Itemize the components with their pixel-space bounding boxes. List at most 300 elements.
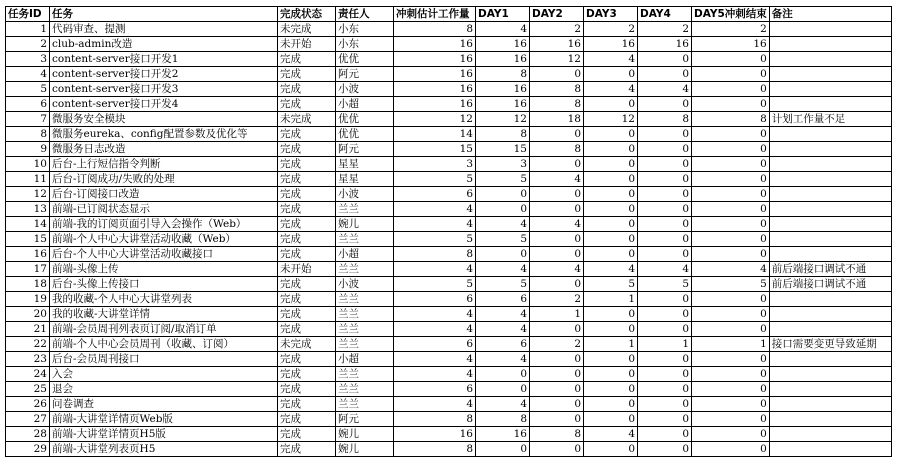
cell-task-id[interactable]: 27: [6, 412, 50, 427]
cell-task-id[interactable]: 25: [6, 382, 50, 397]
cell-task[interactable]: 前端-大讲堂详情页Web版: [50, 412, 278, 427]
cell-note[interactable]: [769, 142, 891, 157]
cell-task[interactable]: 后台-订阅成功/失败的处理: [50, 172, 278, 187]
cell-day2[interactable]: 0: [530, 382, 584, 397]
cell-task[interactable]: 前端-头像上传: [50, 262, 278, 277]
cell-day5[interactable]: 16: [692, 37, 770, 52]
cell-day5[interactable]: 0: [692, 307, 770, 322]
cell-task[interactable]: 前端-我的订阅页面引导入会操作（Web）: [50, 217, 278, 232]
cell-estimate[interactable]: 8: [394, 442, 476, 457]
cell-owner[interactable]: 兰兰: [336, 232, 394, 247]
cell-note[interactable]: [769, 232, 891, 247]
cell-status[interactable]: 完成: [278, 247, 336, 262]
cell-task-id[interactable]: 29: [6, 442, 50, 457]
cell-note[interactable]: [769, 127, 891, 142]
cell-owner[interactable]: 婉儿: [336, 427, 394, 442]
cell-day5[interactable]: 5: [692, 277, 770, 292]
cell-day5[interactable]: 2: [692, 22, 770, 37]
cell-day3[interactable]: 0: [584, 67, 638, 82]
cell-day3[interactable]: 0: [584, 97, 638, 112]
cell-day3[interactable]: 0: [584, 397, 638, 412]
cell-day1[interactable]: 16: [476, 37, 530, 52]
cell-day5[interactable]: 0: [692, 232, 770, 247]
cell-day1[interactable]: 4: [476, 217, 530, 232]
cell-task[interactable]: 代码审查、提测: [50, 22, 278, 37]
cell-status[interactable]: 完成: [278, 67, 336, 82]
cell-task-id[interactable]: 4: [6, 67, 50, 82]
cell-day3[interactable]: 5: [584, 277, 638, 292]
cell-day4[interactable]: 4: [638, 82, 692, 97]
cell-day5[interactable]: 0: [692, 67, 770, 82]
cell-note[interactable]: 前后端接口调试不通: [769, 277, 891, 292]
cell-note[interactable]: 前后端接口调试不通: [769, 262, 891, 277]
cell-day1[interactable]: 8: [476, 127, 530, 142]
cell-note[interactable]: [769, 352, 891, 367]
cell-estimate[interactable]: 16: [394, 37, 476, 52]
cell-estimate[interactable]: 16: [394, 427, 476, 442]
cell-task[interactable]: 前端-个人中心大讲堂活动收藏（Web）: [50, 232, 278, 247]
cell-task-id[interactable]: 8: [6, 127, 50, 142]
cell-day3[interactable]: 16: [584, 37, 638, 52]
cell-estimate[interactable]: 8: [394, 412, 476, 427]
cell-task-id[interactable]: 14: [6, 217, 50, 232]
cell-day2[interactable]: 0: [530, 277, 584, 292]
cell-day2[interactable]: 0: [530, 67, 584, 82]
cell-day4[interactable]: 0: [638, 127, 692, 142]
cell-owner[interactable]: 兰兰: [336, 202, 394, 217]
cell-day4[interactable]: 0: [638, 232, 692, 247]
cell-task[interactable]: 前端-个人中心会员周刊（收藏、订阅）: [50, 337, 278, 352]
cell-note[interactable]: [769, 37, 891, 52]
cell-note[interactable]: 计划工作量不足: [769, 112, 891, 127]
cell-day4[interactable]: 0: [638, 157, 692, 172]
cell-day1[interactable]: 0: [476, 382, 530, 397]
cell-day1[interactable]: 4: [476, 22, 530, 37]
cell-day5[interactable]: 0: [692, 142, 770, 157]
cell-day1[interactable]: 4: [476, 307, 530, 322]
cell-day5[interactable]: 0: [692, 412, 770, 427]
cell-day4[interactable]: 2: [638, 22, 692, 37]
cell-estimate[interactable]: 14: [394, 127, 476, 142]
cell-day2[interactable]: 0: [530, 352, 584, 367]
cell-status[interactable]: 完成: [278, 157, 336, 172]
cell-task[interactable]: 微服务eureka、config配置参数及优化等: [50, 127, 278, 142]
cell-day3[interactable]: 0: [584, 142, 638, 157]
cell-day1[interactable]: 8: [476, 67, 530, 82]
cell-day4[interactable]: 0: [638, 292, 692, 307]
cell-task-id[interactable]: 3: [6, 52, 50, 67]
cell-day1[interactable]: 6: [476, 292, 530, 307]
cell-task-id[interactable]: 1: [6, 22, 50, 37]
cell-day5[interactable]: 0: [692, 52, 770, 67]
cell-day2[interactable]: 18: [530, 112, 584, 127]
cell-owner[interactable]: 兰兰: [336, 322, 394, 337]
cell-task[interactable]: 前端-大讲堂列表页H5: [50, 442, 278, 457]
cell-owner[interactable]: 星星: [336, 157, 394, 172]
cell-estimate[interactable]: 4: [394, 397, 476, 412]
cell-day3[interactable]: 0: [584, 322, 638, 337]
cell-owner[interactable]: 星星: [336, 172, 394, 187]
cell-day3[interactable]: 0: [584, 232, 638, 247]
header-owner[interactable]: 责任人: [336, 7, 394, 22]
cell-estimate[interactable]: 4: [394, 202, 476, 217]
cell-owner[interactable]: 阿元: [336, 412, 394, 427]
cell-day3[interactable]: 0: [584, 412, 638, 427]
cell-day3[interactable]: 12: [584, 112, 638, 127]
cell-day4[interactable]: 0: [638, 412, 692, 427]
cell-estimate[interactable]: 4: [394, 352, 476, 367]
cell-task[interactable]: 后台-会员周刊接口: [50, 352, 278, 367]
cell-day1[interactable]: 4: [476, 397, 530, 412]
cell-day3[interactable]: 0: [584, 172, 638, 187]
cell-day4[interactable]: 0: [638, 442, 692, 457]
cell-day5[interactable]: 0: [692, 397, 770, 412]
cell-task[interactable]: 入会: [50, 367, 278, 382]
cell-task[interactable]: 问卷调查: [50, 397, 278, 412]
cell-day1[interactable]: 16: [476, 427, 530, 442]
cell-day5[interactable]: 0: [692, 442, 770, 457]
cell-note[interactable]: [769, 22, 891, 37]
cell-task-id[interactable]: 2: [6, 37, 50, 52]
cell-status[interactable]: 未开始: [278, 262, 336, 277]
cell-estimate[interactable]: 6: [394, 337, 476, 352]
cell-status[interactable]: 完成: [278, 127, 336, 142]
cell-day4[interactable]: 0: [638, 397, 692, 412]
cell-day2[interactable]: 8: [530, 97, 584, 112]
cell-day1[interactable]: 4: [476, 322, 530, 337]
header-day1[interactable]: DAY1: [476, 7, 530, 22]
cell-task-id[interactable]: 7: [6, 112, 50, 127]
cell-task-id[interactable]: 6: [6, 97, 50, 112]
cell-status[interactable]: 完成: [278, 217, 336, 232]
cell-day1[interactable]: 12: [476, 112, 530, 127]
cell-estimate[interactable]: 8: [394, 22, 476, 37]
cell-note[interactable]: [769, 412, 891, 427]
cell-task[interactable]: 后台-头像上传接口: [50, 277, 278, 292]
cell-estimate[interactable]: 4: [394, 307, 476, 322]
header-day3[interactable]: DAY3: [584, 7, 638, 22]
cell-owner[interactable]: 小波: [336, 82, 394, 97]
cell-day1[interactable]: 6: [476, 337, 530, 352]
cell-estimate[interactable]: 4: [394, 322, 476, 337]
cell-status[interactable]: 完成: [278, 52, 336, 67]
cell-day5[interactable]: 0: [692, 97, 770, 112]
cell-task-id[interactable]: 23: [6, 352, 50, 367]
cell-status[interactable]: 完成: [278, 82, 336, 97]
cell-day5[interactable]: 0: [692, 352, 770, 367]
cell-task[interactable]: content-server接口开发3: [50, 82, 278, 97]
cell-task-id[interactable]: 15: [6, 232, 50, 247]
cell-task-id[interactable]: 18: [6, 277, 50, 292]
cell-task[interactable]: 前端-会员周刊列表页订阅/取消订单: [50, 322, 278, 337]
cell-day2[interactable]: 8: [530, 82, 584, 97]
cell-day1[interactable]: 3: [476, 157, 530, 172]
cell-day4[interactable]: 4: [638, 262, 692, 277]
cell-day4[interactable]: 0: [638, 382, 692, 397]
cell-estimate[interactable]: 16: [394, 52, 476, 67]
cell-note[interactable]: [769, 367, 891, 382]
cell-day4[interactable]: 0: [638, 367, 692, 382]
cell-note[interactable]: [769, 292, 891, 307]
cell-day4[interactable]: 0: [638, 97, 692, 112]
cell-day5[interactable]: 0: [692, 322, 770, 337]
cell-day5[interactable]: 1: [692, 337, 770, 352]
cell-day2[interactable]: 0: [530, 397, 584, 412]
cell-status[interactable]: 完成: [278, 202, 336, 217]
cell-day5[interactable]: 0: [692, 247, 770, 262]
cell-note[interactable]: [769, 202, 891, 217]
cell-day1[interactable]: 16: [476, 52, 530, 67]
cell-day2[interactable]: 12: [530, 52, 584, 67]
cell-day2[interactable]: 4: [530, 217, 584, 232]
cell-day4[interactable]: 0: [638, 427, 692, 442]
cell-day3[interactable]: 0: [584, 157, 638, 172]
cell-status[interactable]: 未完成: [278, 22, 336, 37]
cell-status[interactable]: 完成: [278, 292, 336, 307]
cell-day2[interactable]: 0: [530, 157, 584, 172]
cell-owner[interactable]: 小波: [336, 187, 394, 202]
cell-task[interactable]: content-server接口开发1: [50, 52, 278, 67]
cell-task[interactable]: 我的收藏-个人中心大讲堂列表: [50, 292, 278, 307]
cell-estimate[interactable]: 4: [394, 217, 476, 232]
cell-owner[interactable]: 优优: [336, 52, 394, 67]
cell-status[interactable]: 完成: [278, 97, 336, 112]
cell-owner[interactable]: 小波: [336, 277, 394, 292]
cell-estimate[interactable]: 4: [394, 262, 476, 277]
cell-day2[interactable]: 1: [530, 307, 584, 322]
cell-task[interactable]: content-server接口开发2: [50, 67, 278, 82]
cell-day1[interactable]: 5: [476, 277, 530, 292]
cell-note[interactable]: [769, 157, 891, 172]
cell-day1[interactable]: 16: [476, 82, 530, 97]
cell-note[interactable]: [769, 382, 891, 397]
cell-day2[interactable]: 0: [530, 127, 584, 142]
cell-day2[interactable]: 0: [530, 202, 584, 217]
cell-task-id[interactable]: 21: [6, 322, 50, 337]
cell-day2[interactable]: 0: [530, 247, 584, 262]
cell-day3[interactable]: 0: [584, 202, 638, 217]
header-day2[interactable]: DAY2: [530, 7, 584, 22]
cell-day3[interactable]: 0: [584, 382, 638, 397]
cell-note[interactable]: 接口需要变更导致延期: [769, 337, 891, 352]
cell-task-id[interactable]: 22: [6, 337, 50, 352]
cell-task[interactable]: 后台-个人中心大讲堂活动收藏接口: [50, 247, 278, 262]
cell-day5[interactable]: 0: [692, 427, 770, 442]
cell-day4[interactable]: 8: [638, 112, 692, 127]
cell-owner[interactable]: 婉儿: [336, 442, 394, 457]
cell-day3[interactable]: 0: [584, 352, 638, 367]
cell-owner[interactable]: 兰兰: [336, 292, 394, 307]
cell-day4[interactable]: 0: [638, 52, 692, 67]
cell-day5[interactable]: 8: [692, 112, 770, 127]
cell-task-id[interactable]: 24: [6, 367, 50, 382]
cell-day4[interactable]: 0: [638, 217, 692, 232]
cell-owner[interactable]: 阿元: [336, 67, 394, 82]
cell-owner[interactable]: 阿元: [336, 142, 394, 157]
cell-owner[interactable]: 小超: [336, 352, 394, 367]
cell-task[interactable]: content-server接口开发4: [50, 97, 278, 112]
cell-day2[interactable]: 0: [530, 187, 584, 202]
cell-owner[interactable]: 兰兰: [336, 367, 394, 382]
cell-task[interactable]: 微服务安全模块: [50, 112, 278, 127]
header-note[interactable]: 备注: [769, 7, 891, 22]
cell-task-id[interactable]: 5: [6, 82, 50, 97]
cell-note[interactable]: [769, 247, 891, 262]
cell-day3[interactable]: 0: [584, 217, 638, 232]
cell-status[interactable]: 完成: [278, 427, 336, 442]
cell-day3[interactable]: 0: [584, 127, 638, 142]
cell-status[interactable]: 完成: [278, 277, 336, 292]
cell-owner[interactable]: 小超: [336, 97, 394, 112]
cell-task[interactable]: 前端-大讲堂详情页H5版: [50, 427, 278, 442]
cell-note[interactable]: [769, 187, 891, 202]
cell-day3[interactable]: 0: [584, 187, 638, 202]
cell-day2[interactable]: 16: [530, 37, 584, 52]
cell-day2[interactable]: 4: [530, 172, 584, 187]
cell-day4[interactable]: 0: [638, 172, 692, 187]
cell-day3[interactable]: 2: [584, 22, 638, 37]
cell-day2[interactable]: 0: [530, 412, 584, 427]
cell-note[interactable]: [769, 217, 891, 232]
cell-status[interactable]: 完成: [278, 232, 336, 247]
cell-day4[interactable]: 0: [638, 202, 692, 217]
cell-note[interactable]: [769, 322, 891, 337]
cell-note[interactable]: [769, 97, 891, 112]
cell-owner[interactable]: 兰兰: [336, 397, 394, 412]
cell-day1[interactable]: 0: [476, 367, 530, 382]
cell-status[interactable]: 完成: [278, 187, 336, 202]
cell-estimate[interactable]: 15: [394, 142, 476, 157]
cell-day5[interactable]: 0: [692, 127, 770, 142]
cell-day2[interactable]: 2: [530, 22, 584, 37]
cell-status[interactable]: 未完成: [278, 112, 336, 127]
cell-day4[interactable]: 0: [638, 67, 692, 82]
cell-day5[interactable]: 0: [692, 367, 770, 382]
cell-status[interactable]: 未开始: [278, 37, 336, 52]
cell-day2[interactable]: 0: [530, 322, 584, 337]
cell-estimate[interactable]: 5: [394, 232, 476, 247]
header-task[interactable]: 任务: [50, 7, 278, 22]
cell-day2[interactable]: 4: [530, 262, 584, 277]
cell-task-id[interactable]: 20: [6, 307, 50, 322]
cell-note[interactable]: [769, 442, 891, 457]
cell-note[interactable]: [769, 397, 891, 412]
cell-task-id[interactable]: 17: [6, 262, 50, 277]
cell-day2[interactable]: 0: [530, 232, 584, 247]
cell-day4[interactable]: 0: [638, 322, 692, 337]
cell-day3[interactable]: 0: [584, 442, 638, 457]
cell-day4[interactable]: 5: [638, 277, 692, 292]
cell-task-id[interactable]: 26: [6, 397, 50, 412]
cell-day5[interactable]: 0: [692, 217, 770, 232]
cell-status[interactable]: 完成: [278, 307, 336, 322]
cell-day4[interactable]: 0: [638, 352, 692, 367]
cell-day3[interactable]: 0: [584, 307, 638, 322]
cell-status[interactable]: 完成: [278, 172, 336, 187]
cell-day2[interactable]: 8: [530, 427, 584, 442]
cell-owner[interactable]: 兰兰: [336, 337, 394, 352]
cell-owner[interactable]: 兰兰: [336, 262, 394, 277]
cell-estimate[interactable]: 3: [394, 157, 476, 172]
cell-status[interactable]: 完成: [278, 397, 336, 412]
cell-day2[interactable]: 0: [530, 367, 584, 382]
cell-task-id[interactable]: 12: [6, 187, 50, 202]
header-status[interactable]: 完成状态: [278, 7, 336, 22]
cell-task-id[interactable]: 13: [6, 202, 50, 217]
cell-task[interactable]: club-admin改造: [50, 37, 278, 52]
cell-status[interactable]: 完成: [278, 442, 336, 457]
cell-owner[interactable]: 小超: [336, 247, 394, 262]
cell-estimate[interactable]: 6: [394, 292, 476, 307]
cell-task-id[interactable]: 28: [6, 427, 50, 442]
cell-day5[interactable]: 0: [692, 82, 770, 97]
cell-status[interactable]: 完成: [278, 382, 336, 397]
cell-day1[interactable]: 0: [476, 442, 530, 457]
cell-note[interactable]: [769, 307, 891, 322]
cell-day3[interactable]: 1: [584, 337, 638, 352]
cell-day1[interactable]: 15: [476, 142, 530, 157]
cell-day4[interactable]: 1: [638, 337, 692, 352]
header-day5[interactable]: DAY5冲刺结束: [692, 7, 770, 22]
cell-estimate[interactable]: 16: [394, 82, 476, 97]
cell-note[interactable]: [769, 427, 891, 442]
cell-owner[interactable]: 小东: [336, 22, 394, 37]
cell-day2[interactable]: 8: [530, 142, 584, 157]
cell-day3[interactable]: 0: [584, 247, 638, 262]
cell-task-id[interactable]: 19: [6, 292, 50, 307]
cell-owner[interactable]: 小东: [336, 37, 394, 52]
cell-day1[interactable]: 8: [476, 412, 530, 427]
header-day4[interactable]: DAY4: [638, 7, 692, 22]
cell-task-id[interactable]: 11: [6, 172, 50, 187]
cell-day1[interactable]: 4: [476, 352, 530, 367]
cell-day1[interactable]: 5: [476, 232, 530, 247]
cell-day1[interactable]: 5: [476, 172, 530, 187]
cell-estimate[interactable]: 4: [394, 367, 476, 382]
cell-estimate[interactable]: 16: [394, 97, 476, 112]
cell-estimate[interactable]: 8: [394, 247, 476, 262]
cell-day4[interactable]: 0: [638, 187, 692, 202]
header-task-id[interactable]: 任务ID: [6, 7, 50, 22]
cell-note[interactable]: [769, 52, 891, 67]
header-estimate[interactable]: 冲刺估计工作量: [394, 7, 476, 22]
cell-status[interactable]: 未完成: [278, 337, 336, 352]
cell-day4[interactable]: 0: [638, 247, 692, 262]
cell-task[interactable]: 后台-订阅接口改造: [50, 187, 278, 202]
cell-task-id[interactable]: 9: [6, 142, 50, 157]
cell-day5[interactable]: 0: [692, 172, 770, 187]
cell-estimate[interactable]: 12: [394, 112, 476, 127]
cell-estimate[interactable]: 6: [394, 187, 476, 202]
cell-day5[interactable]: 0: [692, 202, 770, 217]
cell-note[interactable]: [769, 82, 891, 97]
cell-owner[interactable]: 优优: [336, 112, 394, 127]
cell-owner[interactable]: 婉儿: [336, 217, 394, 232]
cell-day5[interactable]: 0: [692, 157, 770, 172]
cell-owner[interactable]: 优优: [336, 127, 394, 142]
cell-day4[interactable]: 16: [638, 37, 692, 52]
cell-day3[interactable]: 4: [584, 262, 638, 277]
cell-estimate[interactable]: 16: [394, 67, 476, 82]
cell-owner[interactable]: 兰兰: [336, 382, 394, 397]
cell-day1[interactable]: 16: [476, 97, 530, 112]
cell-day5[interactable]: 0: [692, 187, 770, 202]
cell-day3[interactable]: 4: [584, 52, 638, 67]
cell-day2[interactable]: 2: [530, 337, 584, 352]
cell-day1[interactable]: 0: [476, 247, 530, 262]
cell-day5[interactable]: 0: [692, 292, 770, 307]
cell-day4[interactable]: 0: [638, 307, 692, 322]
